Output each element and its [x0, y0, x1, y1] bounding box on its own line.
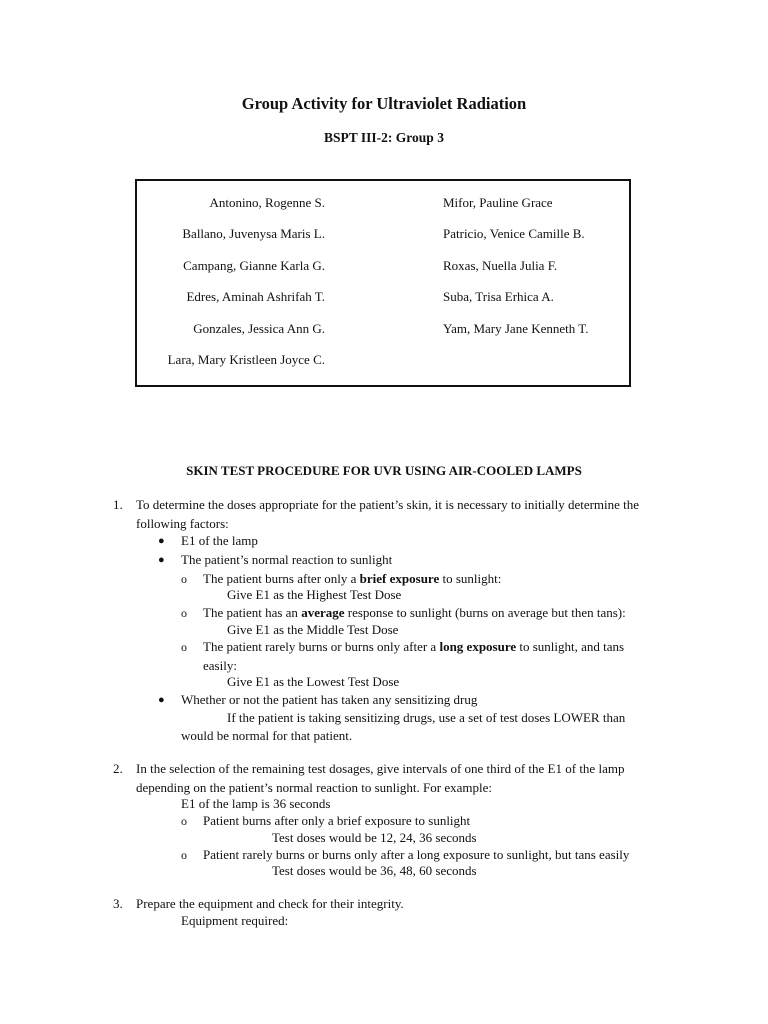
- step3-text: Equipment required:: [181, 913, 289, 928]
- member-name: Roxas, Nuella Julia F.: [443, 258, 558, 273]
- group-members-box: [135, 179, 631, 387]
- sub-bullet-detail: Give E1 as the Highest Test Dose: [227, 587, 402, 602]
- member-name: Ballano, Juvenysa Maris L.: [182, 226, 325, 241]
- document-title: Group Activity for Ultraviolet Radiation: [241, 94, 527, 113]
- document-subtitle: BSPT III-2: Group 3: [324, 130, 444, 145]
- step-number: 1.: [113, 497, 123, 512]
- member-name: Yam, Mary Jane Kenneth T.: [443, 321, 589, 336]
- step2-text: In the selection of the remaining test dosages, give intervals of one third of the E1 of the lamp: [136, 761, 625, 776]
- step-number: 3.: [113, 896, 123, 911]
- step1-text: following factors:: [136, 516, 229, 531]
- sub-bullet-icon: o: [181, 640, 187, 654]
- bullet-text: Whether or not the patient has taken any sensitizing drug: [181, 692, 478, 707]
- step3-text: Prepare the equipment and check for their integrity.: [136, 896, 404, 911]
- sub-bullet-detail: Test doses would be 36, 48, 60 seconds: [272, 863, 477, 878]
- sub-bullet-text: easily:: [203, 658, 237, 673]
- bullet-detail: would be normal for that patient.: [181, 728, 353, 743]
- bullet-icon: ●: [158, 554, 165, 566]
- member-name: Edres, Aminah Ashrifah T.: [186, 289, 325, 304]
- sub-bullet-icon: o: [181, 606, 187, 620]
- sub-bullet-text: Patient burns after only a brief exposure to sunlight: [203, 813, 471, 828]
- member-name: Antonino, Rogenne S.: [209, 195, 325, 210]
- bullet-detail: If the patient is taking sensitizing drugs, use a set of test doses LOWER than: [227, 710, 626, 725]
- step1-text: To determine the doses appropriate for the patient’s skin, it is necessary to initially determine the: [136, 497, 640, 512]
- member-name: Patricio, Venice Camille B.: [443, 226, 585, 241]
- sub-bullet-icon: o: [181, 814, 187, 828]
- sub-bullet-icon: o: [181, 572, 187, 586]
- step2-text: E1 of the lamp is 36 seconds: [181, 796, 331, 811]
- bullet-text: E1 of the lamp: [181, 533, 258, 548]
- sub-bullet-text: The patient burns after only a brief exposure to sunlight:: [203, 571, 502, 586]
- member-name: Gonzales, Jessica Ann G.: [193, 321, 325, 336]
- sub-bullet-detail: Give E1 as the Middle Test Dose: [227, 622, 399, 637]
- sub-bullet-text: The patient rarely burns or burns only after a long exposure to sunlight, and tans: [203, 639, 625, 654]
- sub-bullet-detail: Test doses would be 12, 24, 36 seconds: [272, 830, 477, 845]
- sub-bullet-text: The patient has an average response to sunlight (burns on average but then tans):: [203, 605, 626, 620]
- sub-bullet-detail: Give E1 as the Lowest Test Dose: [227, 674, 400, 689]
- member-name: Suba, Trisa Erhica A.: [443, 289, 554, 304]
- section-heading: SKIN TEST PROCEDURE FOR UVR USING AIR-COOLED LAMPS: [186, 463, 582, 478]
- bullet-icon: ●: [158, 535, 165, 547]
- bullet-text: The patient’s normal reaction to sunlight: [181, 552, 393, 567]
- sub-bullet-text: Patient rarely burns or burns only after a long exposure to sunlight, but tans easily: [203, 847, 630, 862]
- member-name: Lara, Mary Kristleen Joyce C.: [167, 352, 325, 367]
- member-name: Mifor, Pauline Grace: [443, 195, 553, 210]
- member-name: Campang, Gianne Karla G.: [183, 258, 325, 273]
- step2-text: depending on the patient’s normal reaction to sunlight. For example:: [136, 780, 492, 795]
- step-number: 2.: [113, 761, 123, 776]
- sub-bullet-icon: o: [181, 848, 187, 862]
- bullet-icon: ●: [158, 694, 165, 706]
